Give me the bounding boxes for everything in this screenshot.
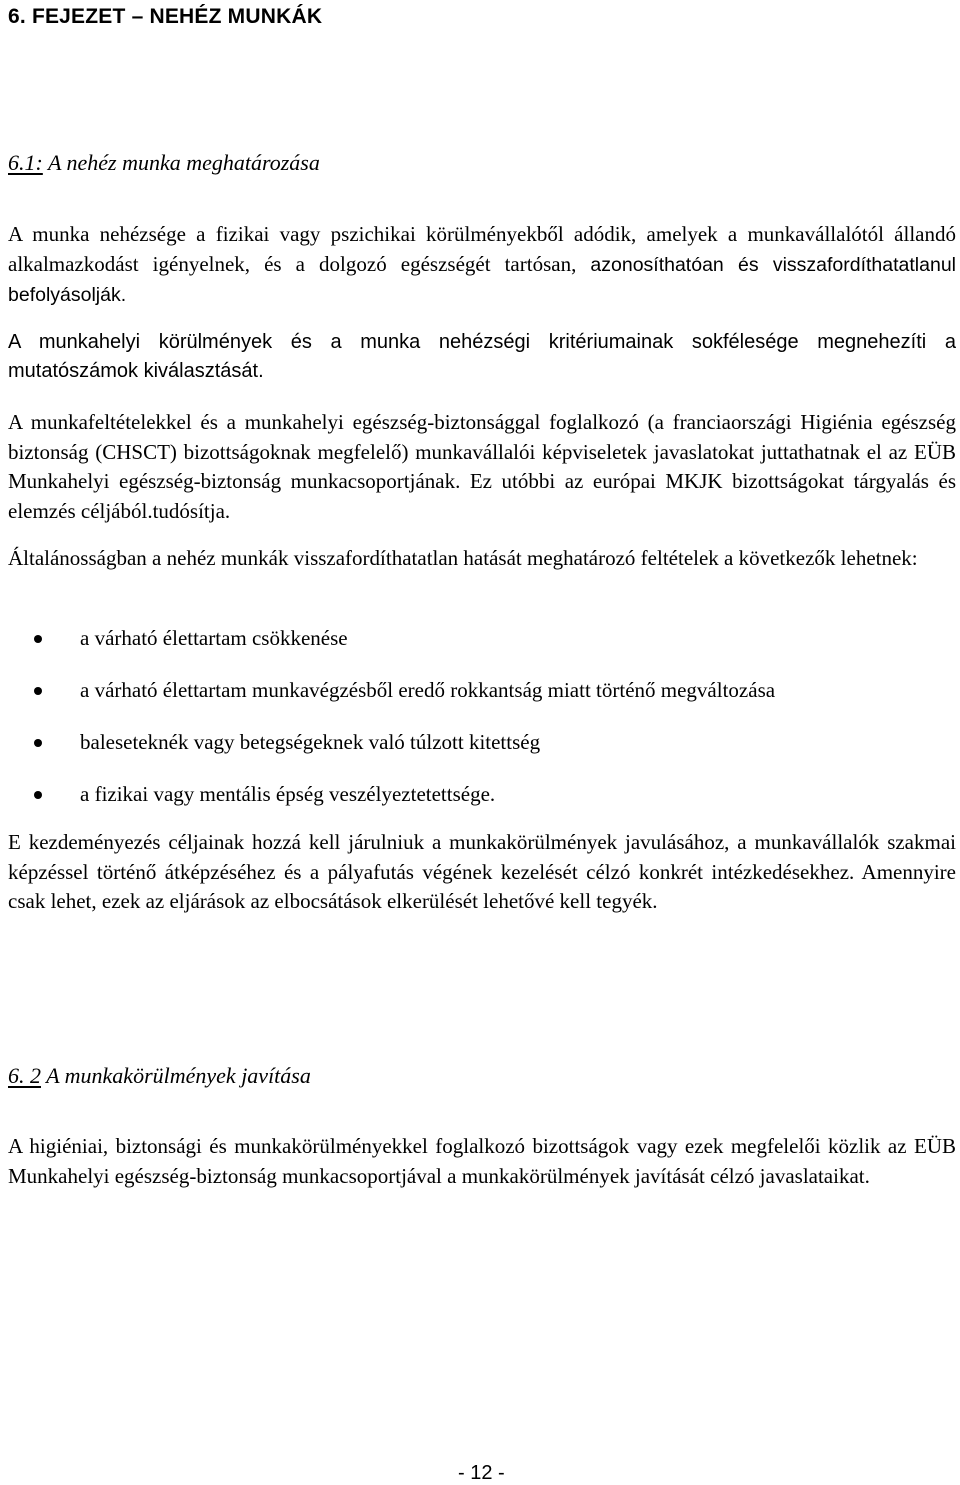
paragraph-initiative-goals: E kezdeményezés céljainak hozzá kell járulniuk a munkakörülmények javulásához, a munkavállalók szakmai képzéssel történő átképzéséhez és a pályafutás végének kezelését célzó konkrét intézkedésekhez. Amennyire csak lehet, ezek az eljárások az elbocsátások elkerülését lehetővé kell tegyék. <box>8 830 956 913</box>
conditions-list <box>30 624 775 832</box>
list-item <box>30 728 775 780</box>
paragraph-text: A munka nehézsége a fizikai vagy pszichikai körülményekből adódik, amelyek a munkavállalótól állandó alkalmazkodást igényelnek, és a dolgozó egészségét tartósan, <box>8 222 956 276</box>
list-item-text: a várható élettartam csökkenése <box>80 626 348 650</box>
list-item <box>30 624 775 676</box>
paragraph-representatives: A munkafeltételekkel és a munkahelyi egészség-biztonsággal foglalkozó (a franciaországi Higiénia egészség biztonság (CHSCT) bizottságoknak megfelelő) munkavállalói képviseletek javaslatokat juttathatnak el az EÜB Munkahelyi egészség-biztonság munkacsoportjának. Ez utóbbi az európai MKJK bizottságokat tárgyalás és elemzés céljából.tudósítja. <box>8 410 956 523</box>
section-heading-6-1 <box>8 150 320 176</box>
section-heading-6-2 <box>8 1063 311 1089</box>
paragraph-committees: A higiéniai, biztonsági és munkakörülményekkel foglalkozó bizottságok vagy ezek megfelelői közlik az EÜB Munkahelyi egészség-biztonság munkacsoportjával a munkakörülmények javítását célzó javaslataikat. <box>8 1134 956 1188</box>
paragraph-conditions-intro: Általánosságban a nehéz munkák visszafordíthatatlan hatását meghatározó feltételek a következők lehetnek: <box>8 546 918 570</box>
page-number: - 12 - <box>458 1462 505 1484</box>
paragraph-text: azonosíthatóan és visszafordíthatatlanul befolyásolják. <box>8 253 956 306</box>
bullet-icon <box>34 791 42 799</box>
list-item-text: a fizikai vagy mentális épség veszélyeztetettsége. <box>80 782 496 806</box>
bullet-icon <box>34 635 42 643</box>
section-title: A nehéz munka meghatározása <box>47 150 320 175</box>
section-title: A munkakörülmények javítása <box>46 1063 311 1088</box>
section-number: 6. 2 <box>8 1063 41 1088</box>
bullet-icon <box>34 739 42 747</box>
bullet-icon <box>34 687 42 695</box>
list-item <box>30 676 775 728</box>
section-number: 6.1: <box>8 150 43 175</box>
chapter-title: 6. FEJEZET – NEHÉZ MUNKÁK <box>8 5 323 28</box>
list-item-text: a várható élettartam munkavégzésből eredő rokkantság miatt történő megváltozása <box>80 678 776 702</box>
paragraph-criteria: A munkahelyi körülmények és a munka nehézségi kritériumainak sokfélesége megnehezíti a mutatószámok kiválasztását. <box>8 331 956 382</box>
list-item <box>30 780 775 832</box>
paragraph-definition <box>8 220 956 311</box>
list-item-text: baleseteknék vagy betegségeknek való túlzott kitettség <box>80 730 541 754</box>
